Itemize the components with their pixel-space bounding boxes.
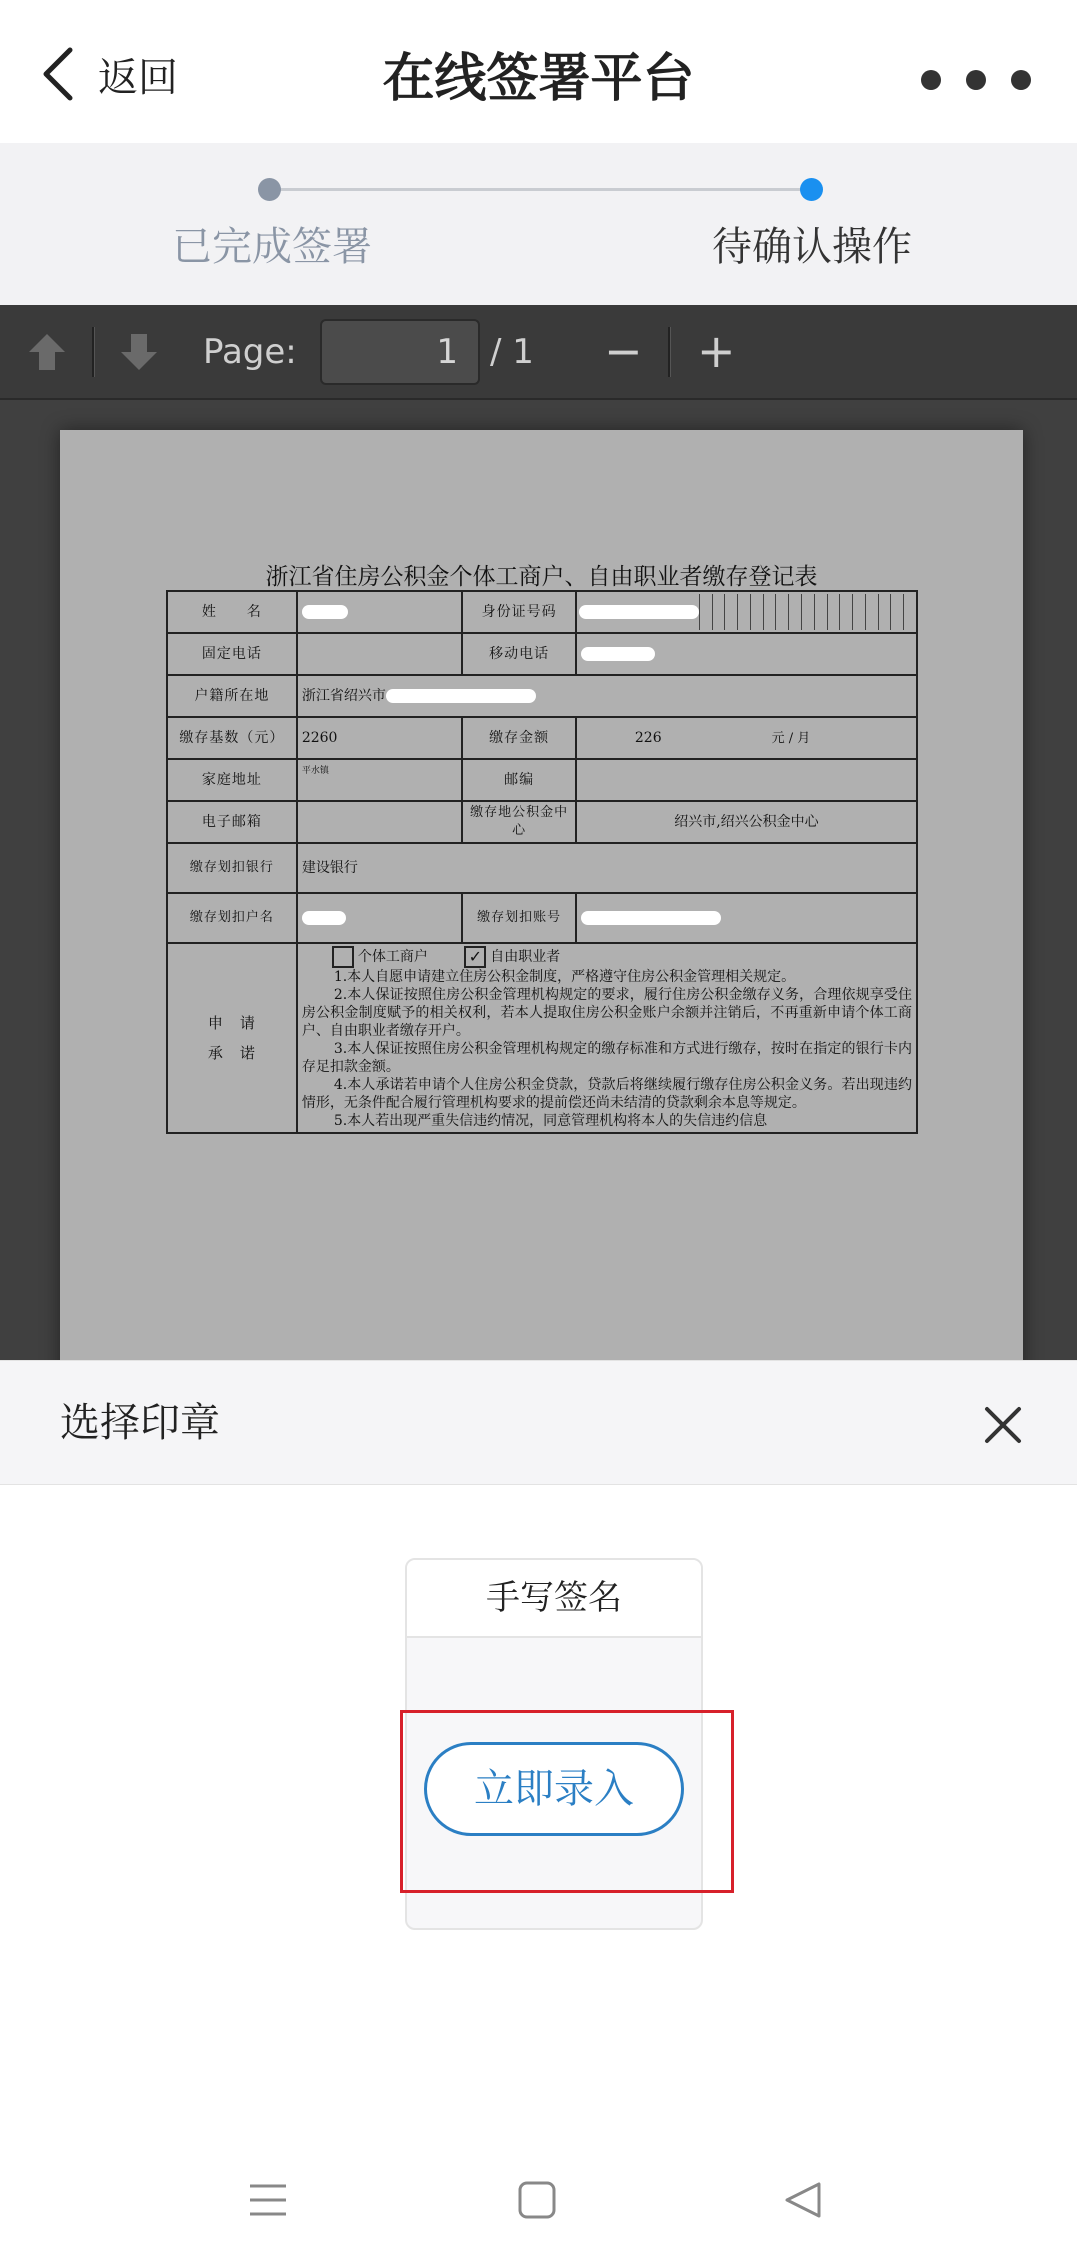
- form-value: 226 元 / 月: [576, 717, 917, 759]
- form-label: 固定电话: [167, 633, 297, 675]
- step-connector: [270, 188, 812, 191]
- form-label: 缴存划扣账号: [462, 893, 576, 943]
- page-label: Page:: [203, 332, 297, 372]
- zoom-in-button[interactable]: +: [697, 324, 736, 378]
- arrow-down-icon[interactable]: [114, 327, 164, 377]
- seal-sheet-title: 选择印章: [60, 1400, 220, 1446]
- form-value-redacted: [297, 591, 462, 633]
- home-square-icon[interactable]: [507, 2175, 567, 2225]
- pdf-page: [60, 430, 1023, 1360]
- page-number-input[interactable]: 1: [320, 319, 480, 385]
- close-icon[interactable]: [977, 1399, 1029, 1451]
- form-value: 建设银行: [297, 843, 917, 893]
- pledge-clauses: 个体工商户 ✓ 自由职业者 1.本人自愿申请建立住房公积金制度，严格遵守住房公积金管理相关规定。 2.本人保证按照住房公积金管理机构规定的要求，履行住房公积金缴存义务，合理依规享受住房公积金制度赋予的相关权利，若本人提取住房公积金账户余额并注销后，不再重新申请个体工商户、自由职业者缴存开户。 3.本人保证按照住房公积金管理机构规定的缴存标准和方式进行缴存，按时在指定的银行卡内存足扣款金额。 4.本人承诺若申请个人住房公积金贷款，贷款后将继续履行缴存住房公积金义务。若出现违约情形，无条件配合履行管理机构要求的提前偿还尚未结清的贷款剩余本息等规定。 5.本人若出现严重失信违约情况，同意管理机构将本人的失信违约信息: [297, 943, 917, 1133]
- registration-form-table: [166, 590, 918, 1134]
- form-value: [297, 633, 462, 675]
- form-label: 户籍所在地: [167, 675, 297, 717]
- form-label: 缴存金额: [462, 717, 576, 759]
- form-value: [576, 759, 917, 801]
- toolbar-divider: [92, 327, 95, 377]
- form-label: 电子邮箱: [167, 801, 297, 843]
- pledge-clause: 5.本人若出现严重失信违约情况，同意管理机构将本人的失信违约信息: [333, 1113, 768, 1129]
- zoom-out-button[interactable]: −: [604, 324, 643, 378]
- enter-signature-button[interactable]: 立即录入: [424, 1742, 684, 1836]
- arrow-up-icon[interactable]: [22, 327, 72, 377]
- form-label: 缴存划扣户名: [167, 893, 297, 943]
- system-nav-bar: [0, 2135, 1077, 2265]
- step-dot-completed: [258, 178, 281, 201]
- document-title: 浙江省住房公积金个体工商户、自由职业者缴存登记表: [265, 564, 818, 590]
- seal-sheet-header: [0, 1360, 1077, 1485]
- form-value: 平水镇: [297, 759, 462, 801]
- form-value-redacted: [576, 893, 917, 943]
- form-value: 绍兴市,绍兴公积金中心: [576, 801, 917, 843]
- menu-icon[interactable]: [238, 2175, 298, 2225]
- back-label: 返回: [98, 54, 178, 101]
- pledge-clause: 3.本人保证按照住房公积金管理机构规定的缴存标准和方式进行缴存，按时在指定的银行卡内存足扣款金额。: [301, 1041, 912, 1075]
- triangle-back-icon[interactable]: [773, 2175, 833, 2225]
- form-label: 家庭地址: [167, 759, 297, 801]
- form-value: 2260: [297, 717, 462, 759]
- form-label: 缴存基数（元）: [167, 717, 297, 759]
- checkbox-unchecked: [332, 946, 354, 968]
- step-label-completed: 已完成签署: [172, 224, 372, 270]
- form-label: 身份证号码: [462, 591, 576, 633]
- toolbar-divider: [668, 327, 671, 377]
- form-label: 邮编: [462, 759, 576, 801]
- page-total: / 1: [490, 332, 534, 372]
- progress-steps: [0, 143, 1077, 305]
- id-number-grid: [576, 591, 917, 633]
- pdf-toolbar: [0, 305, 1077, 400]
- step-label-current: 待确认操作: [712, 224, 912, 270]
- step-dot-current: [800, 178, 823, 201]
- pledge-clause: 2.本人保证按照住房公积金管理机构规定的要求，履行住房公积金缴存义务，合理依规享受住房公积金制度赋予的相关权利，若本人提取住房公积金账户余额并注销后，不再重新申请个体工商户、自由职业者缴存开户。: [301, 987, 912, 1039]
- form-value: [297, 801, 462, 843]
- seal-card-title: 手写签名: [407, 1560, 701, 1638]
- form-label: 缴存划扣银行: [167, 843, 297, 893]
- form-label: 缴存地公积金中心: [462, 801, 576, 843]
- form-label: 申 请 承 诺: [167, 943, 297, 1133]
- checkbox-checked: ✓: [464, 946, 486, 968]
- form-label: 移动电话: [462, 633, 576, 675]
- pdf-viewer[interactable]: [0, 305, 1077, 1360]
- pledge-clause: 1.本人自愿申请建立住房公积金制度，严格遵守住房公积金管理相关规定。: [333, 969, 796, 985]
- page-title: 在线签署平台: [382, 49, 695, 109]
- form-value-redacted: [297, 893, 462, 943]
- app-header: [0, 0, 1077, 143]
- form-value-redacted: [576, 633, 917, 675]
- form-value: 浙江省绍兴市: [297, 675, 917, 717]
- pledge-clause: 4.本人承诺若申请个人住房公积金贷款，贷款后将继续履行缴存住房公积金义务。若出现违约情形，无条件配合履行管理机构要求的提前偿还尚未结清的贷款剩余本息等规定。: [301, 1077, 912, 1111]
- form-label: 姓 名: [167, 591, 297, 633]
- more-dots-icon[interactable]: [921, 60, 1031, 100]
